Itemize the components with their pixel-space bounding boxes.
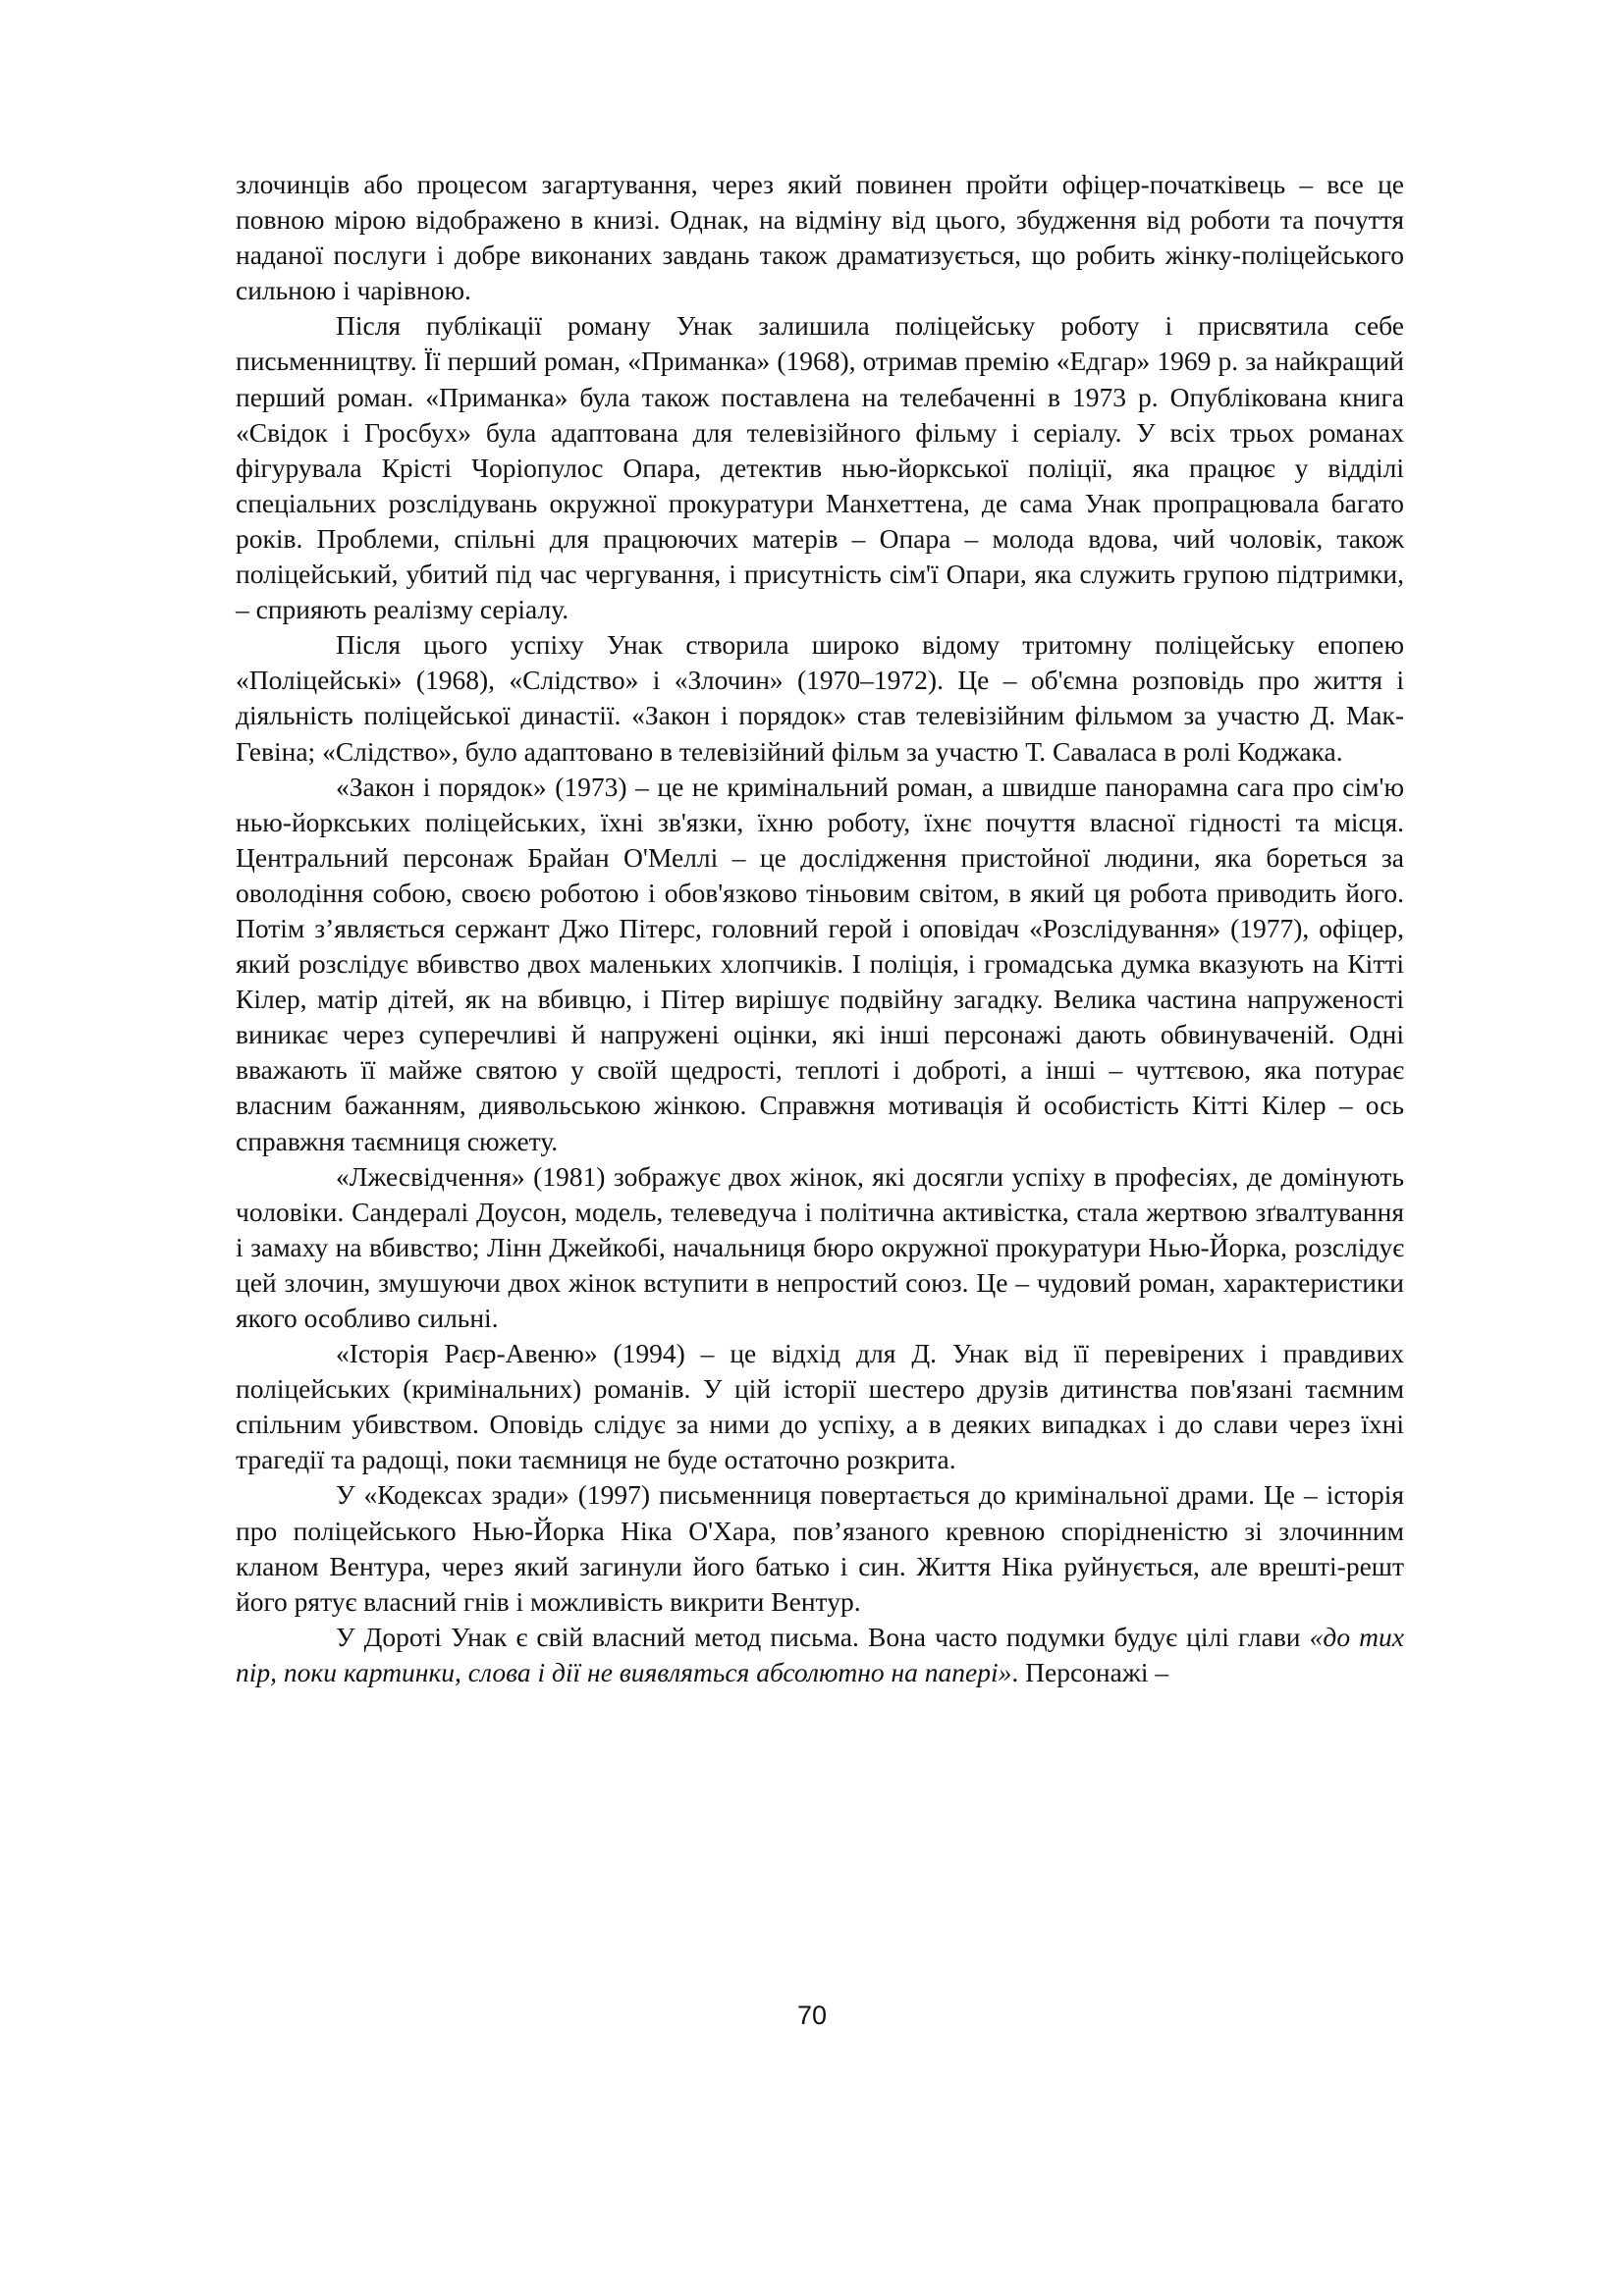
paragraph-false-witness: «Лжесвідчення» (1981) зображує двох жінок, які досягли успіху в професіях, де домінують чоловіки. Сандералі Доусон, модель, телеведуча і політична активістка, стала жертвою зґвалтування і замаху на вбивство; Лінн Джейкобі, начальниця бюро окружної прокуратури Нью-Йорка, розслідує цей злочин, змушуючи двох жінок вступити в непростий союз. Це – чудовий роман, характеристики якого особливо сильні.: [236, 1160, 1404, 1333]
paragraph-publication: Після публікації роману Унак залишила поліцейську роботу і присвятила себе письменництву. Її перший роман, «Приманка» (1968), отримав премію «Едгар» 1969 р. за найкращий перший роман. «Приманка» була також поставлена на телебаченні в 1973 р. Опублікована книга «Свідок і Гросбух» була адаптована для телевізійного фільму і серіалу. У всіх трьох романах фігурувала Крісті Чоріопулос Опара, детектив нью-йоркської поліції, яка працює у відділі спеціальних розслідувань окружної прокуратури Манхеттена, де сама Унак пропрацювала багато років. Проблеми, спільні для працюючих матерів – Опара – молода вдова, чий чоловік, також поліцейський, убитий під час чергування, і присутність сім'ї Опари, яка служить групою підтримки, – сприяють реалізму серіалу.: [236, 310, 1404, 625]
paragraph-law-and-order: «Закон і порядок» (1973) – це не кримінальний роман, а швидше панорамна сага про сім'ю нью-йоркських поліцейських, їхні зв'язки, їхню роботу, їхнє почуття власної гідності та місця. Центральний персонаж Брайан О'Меллі – це дослідження пристойної людини, яка бореться за оволодіння собою, своєю роботою і обов'язково тіньовим світом, в який ця робота приводить його. Потім з’являється сержант Джо Пітерс, головний герой і оповідач «Розслідування» (1977), офіцер, який розслідує вбивство двох маленьких хлопчиків. І поліція, і громадська думка вказують на Кітті Кілер, матір дітей, як на вбивцю, і Пітер вирішує подвійну загадку. Велика частина напруженості виникає через суперечливі й напружені оцінки, які інші персонажі дають обвинуваченій. Одні вважають її майже святою у своїй щедрості, теплоті і доброті, а інші – чуттєвою, яка потурає власним бажанням, диявольською жінкою. Справжня мотивація й особистість Кітті Кілер – ось справжня таємниця сюжету.: [236, 771, 1404, 1156]
paragraph-codes-of-betrayal: У «Кодексах зради» (1997) письменниця повертається до кримінальної драми. Це – історія про поліцейського Нью-Йорка Ніка О'Хара, пов’язаного кревною спорідненістю зі злочинним кланом Вентура, через який загинули його батько і син. Життя Ніка руйнується, але врешті-решт його рятує власний гнів і можливість викрити Вентур.: [236, 1479, 1404, 1617]
paragraph-continued: злочинців або процесом загартування, через який повинен пройти офіцер-початківець – все це повною мірою відображено в книзі. Однак, на відміну від цього, збудження від роботи та почуття наданої послуги і добре виконаних завдань також драматизується, що робить жінку-поліцейського сильною і чарівною.: [236, 169, 1404, 306]
page-body: [236, 167, 1404, 1690]
page-number: 70: [796, 2001, 828, 2030]
method-text-before: У Дороті Унак є свій власний метод письма. Вона часто подумки будує цілі глави: [336, 1621, 1310, 1652]
method-quote-italic: «до тих пір, поки картинки, слова і дії не виявляться абсолютно на папері»: [236, 1621, 1405, 1687]
paragraph-writing-method: [236, 1620, 1404, 1690]
paragraph-ryer-avenue: «Історія Раєр-Авеню» (1994) – це відхід для Д. Унак від її перевірених і правдивих поліцейських (кримінальних) романів. У цій історії шестеро друзів дитинства пов'язані таємним спільним убивством. Оповідь слідує за ними до успіху, а в деяких випадках і до слави через їхні трагедії та радощі, поки таємниця не буде остаточно розкрита.: [236, 1338, 1404, 1475]
paragraph-trilogy: Після цього успіху Унак створила широко відому тритомну поліцейську епопею «Поліцейські» (1968), «Слідство» і «Злочин» (1970–1972). Це – об'ємна розповідь про життя і діяльність поліцейської династії. «Закон і порядок» став телевізійним фільмом за участю Д. Мак-Гевіна; «Слідство», було адаптовано в телевізійний фільм за участю Т. Саваласа в ролі Коджака.: [236, 629, 1404, 767]
method-text-after: . Персонажі –: [1011, 1656, 1169, 1687]
